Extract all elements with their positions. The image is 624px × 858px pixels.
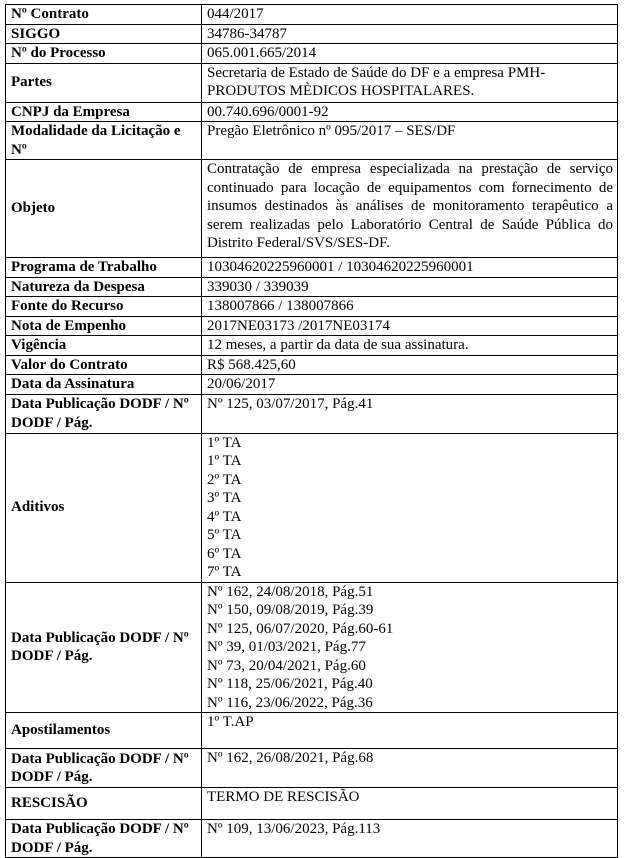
row-value: Nº 162, 26/08/2021, Pág.68 <box>202 749 618 788</box>
table-row <box>6 433 618 582</box>
row-label: Programa de Trabalho <box>6 258 202 278</box>
table-row <box>6 258 618 278</box>
table-row <box>6 102 618 122</box>
row-label: Data Publicação DODF / Nº DODF / Pág. <box>6 394 202 433</box>
row-value: Contratação de empresa especializada na prestação de serviço continuado para locação de equipamentos com fornecimento de insumos destinados às análises de monitoramento terapêutico a serem realizadas pelo Laboratório Central de Saúde Pública do Distrito Federal/SVS/SES-DF. <box>202 160 618 258</box>
row-value: Secretaria de Estado de Saúde do DF e a empresa PMH-PRODUTOS MÈDICOS HOSPITALARES. <box>202 63 618 102</box>
row-label: Natureza da Despesa <box>6 277 202 297</box>
row-label: RESCISÃO <box>6 788 202 820</box>
table-row <box>6 5 618 25</box>
row-label: Objeto <box>6 160 202 258</box>
table-row <box>6 277 618 297</box>
table-row <box>6 394 618 433</box>
table-row <box>6 316 618 336</box>
row-label: Aditivos <box>6 433 202 582</box>
table-row <box>6 749 618 788</box>
row-value: Nº 125, 03/07/2017, Pág.41 <box>202 394 618 433</box>
row-value: Nº 162, 24/08/2018, Pág.51 Nº 150, 09/08/2019, Pág.39 Nº 125, 06/07/2020, Pág.60-61 Nº 39, 01/03/2021, Pág.77 Nº 73, 20/04/2021, Pág.60 Nº 118, 25/06/2021, Pág.40 Nº 116, 23/06/2022, Pág.36 <box>202 582 618 713</box>
table-row <box>6 44 618 64</box>
row-value: 10304620225960001 / 10304620225960001 <box>202 258 618 278</box>
row-label: Apostilamentos <box>6 713 202 749</box>
contract-info-table <box>5 4 618 858</box>
row-label: Vigência <box>6 336 202 356</box>
row-value: TERMO DE RESCISÃO <box>202 788 618 820</box>
row-value: Nº 109, 13/06/2023, Pág.113 <box>202 820 618 858</box>
row-value: 339030 / 339039 <box>202 277 618 297</box>
row-label: Data da Assinatura <box>6 375 202 395</box>
row-value: 00.740.696/0001-92 <box>202 102 618 122</box>
table-row <box>6 820 618 858</box>
table-row <box>6 788 618 820</box>
row-value: 2017NE03173 /2017NE03174 <box>202 316 618 336</box>
row-label: Valor do Contrato <box>6 355 202 375</box>
row-value: 20/06/2017 <box>202 375 618 395</box>
row-label: CNPJ da Empresa <box>6 102 202 122</box>
row-value: 138007866 / 138007866 <box>202 297 618 317</box>
table-row <box>6 582 618 713</box>
row-label: Nº Contrato <box>6 5 202 25</box>
table-row <box>6 336 618 356</box>
row-label: Data Publicação DODF / Nº DODF / Pág. <box>6 749 202 788</box>
row-value: 1º TA 1º TA 2º TA 3º TA 4º TA 5º TA 6º TA 7º TA <box>202 433 618 582</box>
row-label: Fonte do Recurso <box>6 297 202 317</box>
table-row <box>6 122 618 160</box>
row-label: Data Publicação DODF / Nº DODF / Pág. <box>6 582 202 713</box>
table-row <box>6 160 618 258</box>
row-label: SIGGO <box>6 24 202 44</box>
row-label: Nota de Empenho <box>6 316 202 336</box>
row-value: 1º T.AP <box>202 713 618 749</box>
row-value: 12 meses, a partir da data de sua assinatura. <box>202 336 618 356</box>
row-value: 34786-34787 <box>202 24 618 44</box>
table-row <box>6 63 618 102</box>
row-label: Data Publicação DODF / Nº DODF / Pág. <box>6 820 202 858</box>
row-label: Partes <box>6 63 202 102</box>
table-row <box>6 713 618 749</box>
table-row <box>6 24 618 44</box>
row-label: Modalidade da Licitação e Nº <box>6 122 202 160</box>
row-value: 044/2017 <box>202 5 618 25</box>
table-row <box>6 375 618 395</box>
row-label: Nº do Processo <box>6 44 202 64</box>
row-value: Pregão Eletrônico nº 095/2017 – SES/DF <box>202 122 618 160</box>
table-row <box>6 297 618 317</box>
table-row <box>6 355 618 375</box>
row-value: R$ 568.425,60 <box>202 355 618 375</box>
row-value: 065.001.665/2014 <box>202 44 618 64</box>
